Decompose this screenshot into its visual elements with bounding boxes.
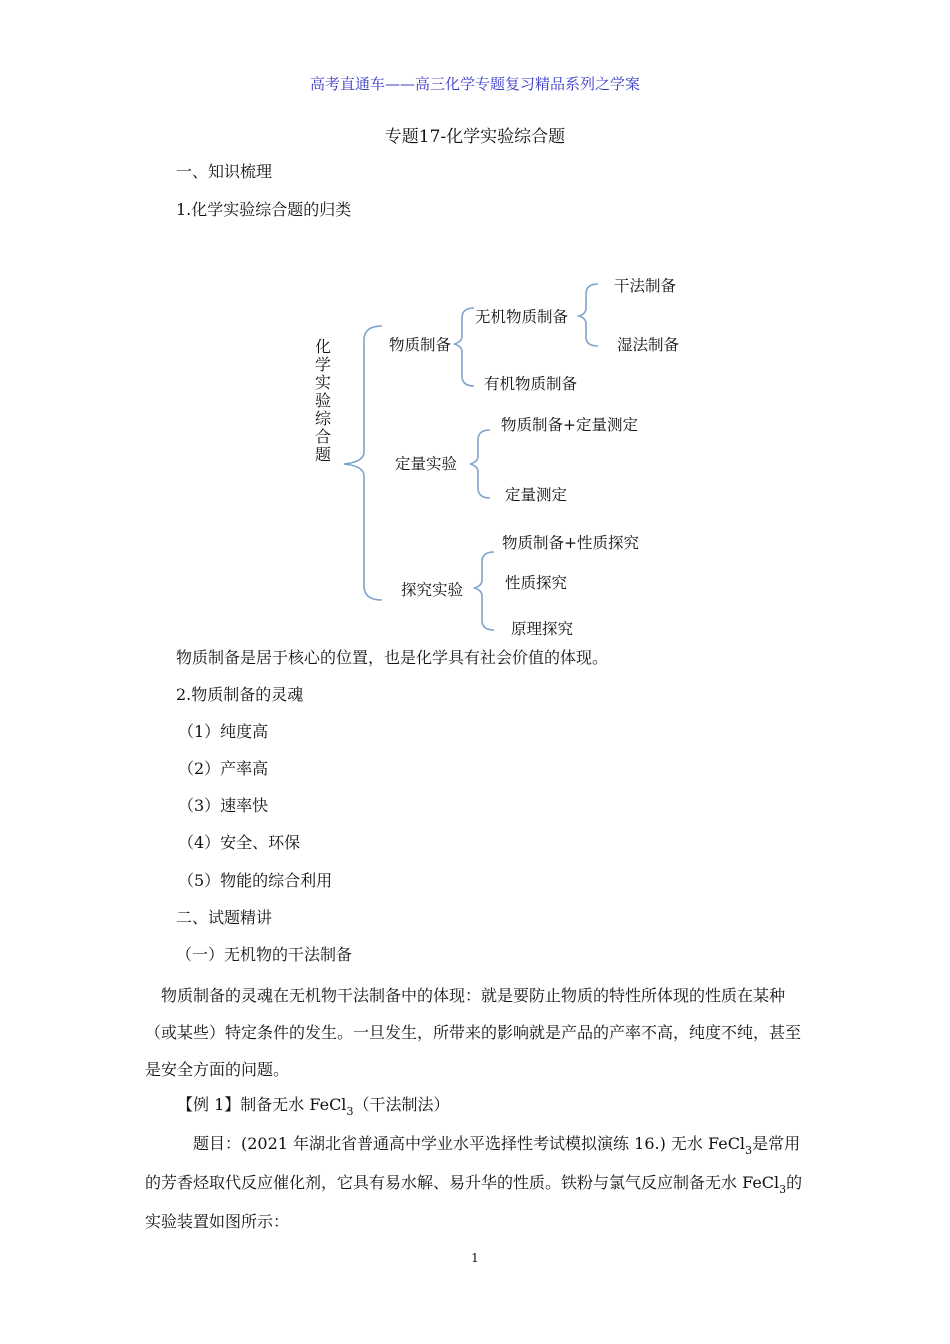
root-char: 化 — [314, 337, 331, 356]
node-prep-property: 物质制备+性质探究 — [502, 534, 639, 552]
list-item: （5）物能的综合利用 — [178, 871, 333, 890]
node-dry-prep: 干法制备 — [614, 277, 677, 295]
list-item: （1）纯度高 — [178, 722, 269, 741]
page-title: 专题17-化学实验综合题 — [384, 127, 566, 147]
node-quant-exp: 定量实验 — [395, 455, 458, 473]
root-bracket — [344, 326, 382, 600]
root-char: 实 — [314, 373, 331, 392]
root-char: 题 — [314, 445, 331, 464]
node-quant-measure: 定量测定 — [505, 486, 568, 504]
node-organic-prep: 有机物质制备 — [484, 375, 578, 393]
example-tag: 【例 1】 — [177, 1095, 241, 1114]
node-explore-exp: 探究实验 — [401, 581, 464, 599]
node-inorganic-prep: 无机物质制备 — [475, 308, 569, 326]
core-sentence: 物质制备是居于核心的位置，也是化学具有社会价值的体现。 — [176, 648, 609, 667]
quant-bracket — [470, 430, 490, 498]
material-bracket — [454, 308, 474, 386]
node-prep-quant: 物质制备+定量测定 — [501, 416, 638, 434]
inorganic-bracket — [579, 284, 598, 346]
node-principle-explore: 原理探究 — [511, 620, 574, 638]
list-item: （2）产率高 — [178, 759, 269, 778]
section-knowledge: 一、知识梳理 — [176, 162, 273, 181]
question-paragraph: 题目：(2021 年湖北省普通高中学业水平选择性考试模拟演练 16.) 无水 FeCl$_3$是常用的芳香烃取代反应催化剂，它具有易水解、易升华的性质。铁粉与氯气反应制备无水 FeCl$_3$的实验装置如图所示： — [145, 1134, 803, 1231]
node-wet-prep: 湿法制备 — [617, 336, 680, 354]
list-item: （3）速率快 — [178, 796, 269, 815]
section-questions: 二、试题精讲 — [176, 908, 273, 927]
subsection-classification: 1.化学实验综合题的归类 — [176, 200, 352, 219]
page-header: 高考直通车——高三化学专题复习精品系列之学案 — [309, 75, 640, 93]
list-item: （4）安全、环保 — [178, 833, 301, 852]
page-number: 1 — [471, 1251, 479, 1265]
root-char: 合 — [314, 427, 331, 446]
node-property-explore: 性质探究 — [505, 574, 568, 592]
part-dry-prep: （一）无机物的干法制备 — [176, 945, 353, 964]
root-char: 验 — [314, 391, 331, 410]
explore-bracket — [474, 552, 494, 630]
subsection-soul: 2.物质制备的灵魂 — [176, 685, 304, 704]
root-char: 学 — [314, 355, 331, 374]
example-heading: 【例 1】制备无水 FeCl$_3$（干法制法） — [177, 1095, 450, 1118]
root-char: 综 — [314, 409, 331, 428]
body-paragraph: 物质制备的灵魂在无机物干法制备中的体现：就是要防止物质的特性所体现的性质在某种（或某些）特定条件的发生。一旦发生，所带来的影响就是产品的产率不高，纯度不纯，甚至是安全方面的问题。 — [145, 986, 802, 1079]
node-material-prep: 物质制备 — [389, 336, 452, 354]
